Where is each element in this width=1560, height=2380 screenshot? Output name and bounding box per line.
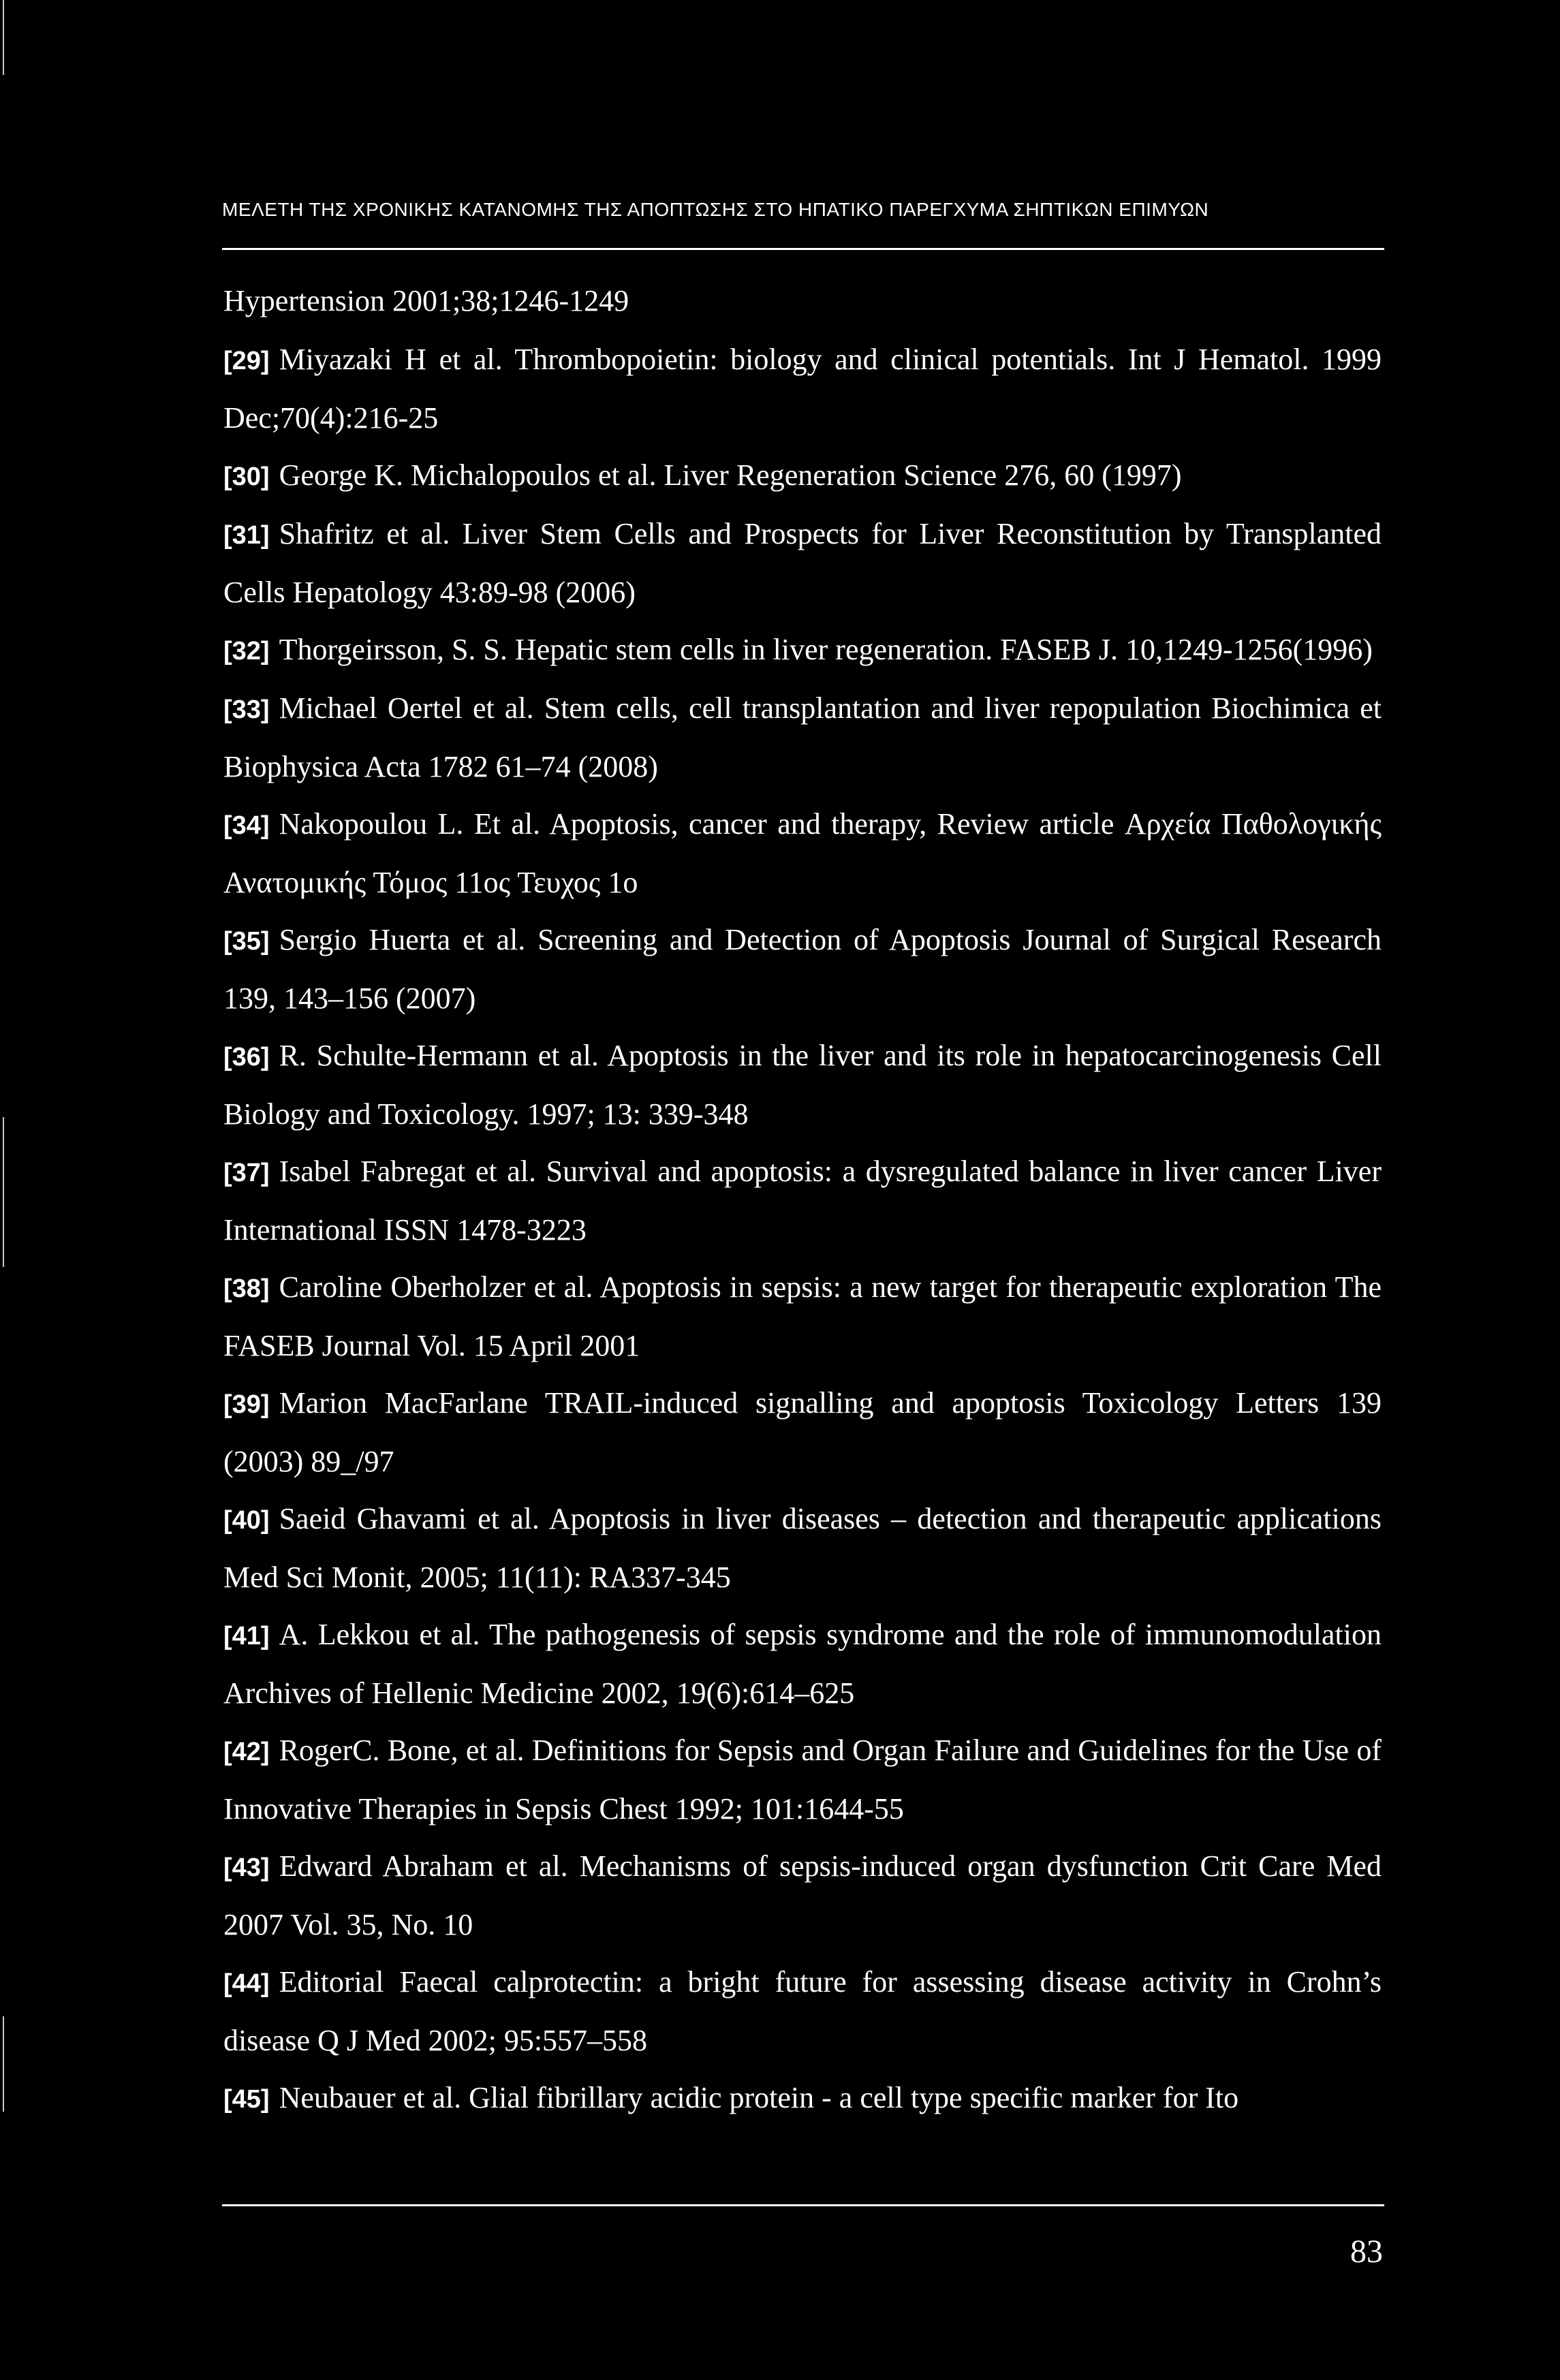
- reference-number: [40]: [223, 1506, 270, 1535]
- reference-number: [36]: [223, 1043, 270, 1071]
- reference-text: R. Schulte-Hermann et al. Apoptosis in the liver and its role in hepatocarcinogenesis Cell Biology and Toxicology. 1997; 13: 339-348: [223, 1039, 1382, 1131]
- reference-entry: [223, 1838, 1382, 1954]
- reference-entry: [223, 911, 1382, 1027]
- reference-text: Miyazaki H et al. Thrombopoietin: biology and clinical potentials. Int J Hematol. 1999 Dec;70(4):216-25: [223, 343, 1382, 435]
- reference-list: [223, 272, 1382, 2128]
- reference-entry: [223, 1490, 1382, 1606]
- reference-number: [29]: [223, 347, 270, 375]
- reference-text: Saeid Ghavami et al. Apoptosis in liver diseases – detection and therapeutic applications Med Sci Monit, 2005; 11(11): RA337-345: [223, 1502, 1382, 1594]
- reference-entry: [223, 505, 1382, 621]
- header-rule: [222, 248, 1384, 250]
- reference-entry: [223, 447, 1382, 505]
- footer-rule: [222, 2204, 1384, 2206]
- reference-entry: [223, 331, 1382, 447]
- scan-edge-line: [3, 0, 4, 75]
- reference-entry: [223, 1143, 1382, 1259]
- reference-number: [43]: [223, 1853, 270, 1882]
- reference-text: Nakopoulou L. Et al. Apoptosis, cancer and therapy, Review article Αρχεία Παθολογικής Ανατομικής Τόμος 11ος Τευχος 1ο: [223, 807, 1382, 899]
- reference-text: A. Lekkou et al. The pathogenesis of sepsis syndrome and the role of immunomodulation Archives of Hellenic Medicine 2002, 19(6):614–625: [223, 1618, 1382, 1710]
- reference-number: [38]: [223, 1274, 270, 1303]
- reference-text: Editorial Faecal calprotectin: a bright future for assessing disease activity in Crohn’s disease Q J Med 2002; 95:557–558: [223, 1965, 1382, 2057]
- reference-number: [35]: [223, 927, 270, 956]
- reference-text: Edward Abraham et al. Mechanisms of sepsis-induced organ dysfunction Crit Care Med 2007 Vol. 35, No. 10: [223, 1849, 1382, 1941]
- page-number: 83: [1350, 2234, 1383, 2270]
- reference-text: George K. Michalopoulos et al. Liver Regeneration Science 276, 60 (1997): [279, 458, 1182, 492]
- reference-entry: [223, 680, 1382, 796]
- reference-entry: [223, 2069, 1382, 2128]
- reference-entry: [223, 1954, 1382, 2069]
- reference-number: [33]: [223, 695, 270, 724]
- reference-number: [32]: [223, 637, 270, 666]
- reference-text: Shafritz et al. Liver Stem Cells and Prospects for Liver Reconstitution by Transplanted Cells Hepatology 43:89-98 (2006): [223, 517, 1382, 609]
- reference-text: Hypertension 2001;38;1246-1249: [223, 284, 629, 317]
- reference-text: Thorgeirsson, S. S. Hepatic stem cells in liver regeneration. FASEB J. 10,1249-1256(1996): [279, 633, 1373, 666]
- reference-text: RogerC. Bone, et al. Definitions for Sepsis and Organ Failure and Guidelines for the Use of Innovative Therapies in Sepsis Chest 1992; 101:1644-55: [223, 1734, 1382, 1826]
- reference-number: [44]: [223, 1969, 270, 1998]
- reference-number: [37]: [223, 1159, 270, 1187]
- reference-number: [34]: [223, 811, 270, 840]
- reference-number: [39]: [223, 1390, 270, 1419]
- reference-entry: [223, 796, 1382, 911]
- reference-entry: [223, 272, 1382, 331]
- scan-edge-line: [3, 2016, 4, 2112]
- reference-entry: [223, 1375, 1382, 1490]
- reference-text: Caroline Oberholzer et al. Apoptosis in sepsis: a new target for therapeutic exploration The FASEB Journal Vol. 15 April 2001: [223, 1270, 1382, 1362]
- reference-entry: [223, 621, 1382, 680]
- reference-number: [41]: [223, 1622, 270, 1650]
- reference-number: [31]: [223, 521, 270, 550]
- reference-entry: [223, 1606, 1382, 1722]
- scan-edge-line: [3, 1117, 4, 1267]
- reference-entry: [223, 1027, 1382, 1143]
- reference-text: Michael Oertel et al. Stem cells, cell transplantation and liver repopulation Biochimica et Biophysica Acta 1782 61–74 (2008): [223, 691, 1382, 783]
- reference-text: Sergio Huerta et al. Screening and Detection of Apoptosis Journal of Surgical Research 139, 143–156 (2007): [223, 923, 1382, 1015]
- reference-text: Isabel Fabregat et al. Survival and apoptosis: a dysregulated balance in liver cancer Liver International ISSN 1478-3223: [223, 1155, 1382, 1247]
- reference-number: [45]: [223, 2085, 270, 2114]
- running-header: ΜΕΛΕΤΗ ΤΗΣ ΧΡΟΝΙΚΗΣ ΚΑΤΑΝΟΜΗΣ ΤΗΣ ΑΠΟΠΤΩΣΗΣ ΣΤΟ ΗΠΑΤΙΚΟ ΠΑΡΕΓΧΥΜΑ ΣΗΠΤΙΚΩΝ ΕΠΙΜΥΩΝ: [222, 199, 1209, 220]
- reference-entry: [223, 1259, 1382, 1375]
- reference-entry: [223, 1722, 1382, 1838]
- reference-number: [42]: [223, 1738, 270, 1766]
- reference-number: [30]: [223, 463, 270, 491]
- reference-text: Marion MacFarlane TRAIL-induced signalling and apoptosis Toxicology Letters 139 (2003) 89_/97: [223, 1386, 1382, 1478]
- reference-text: Neubauer et al. Glial fibrillary acidic protein - a cell type specific marker for Ito: [279, 2081, 1239, 2114]
